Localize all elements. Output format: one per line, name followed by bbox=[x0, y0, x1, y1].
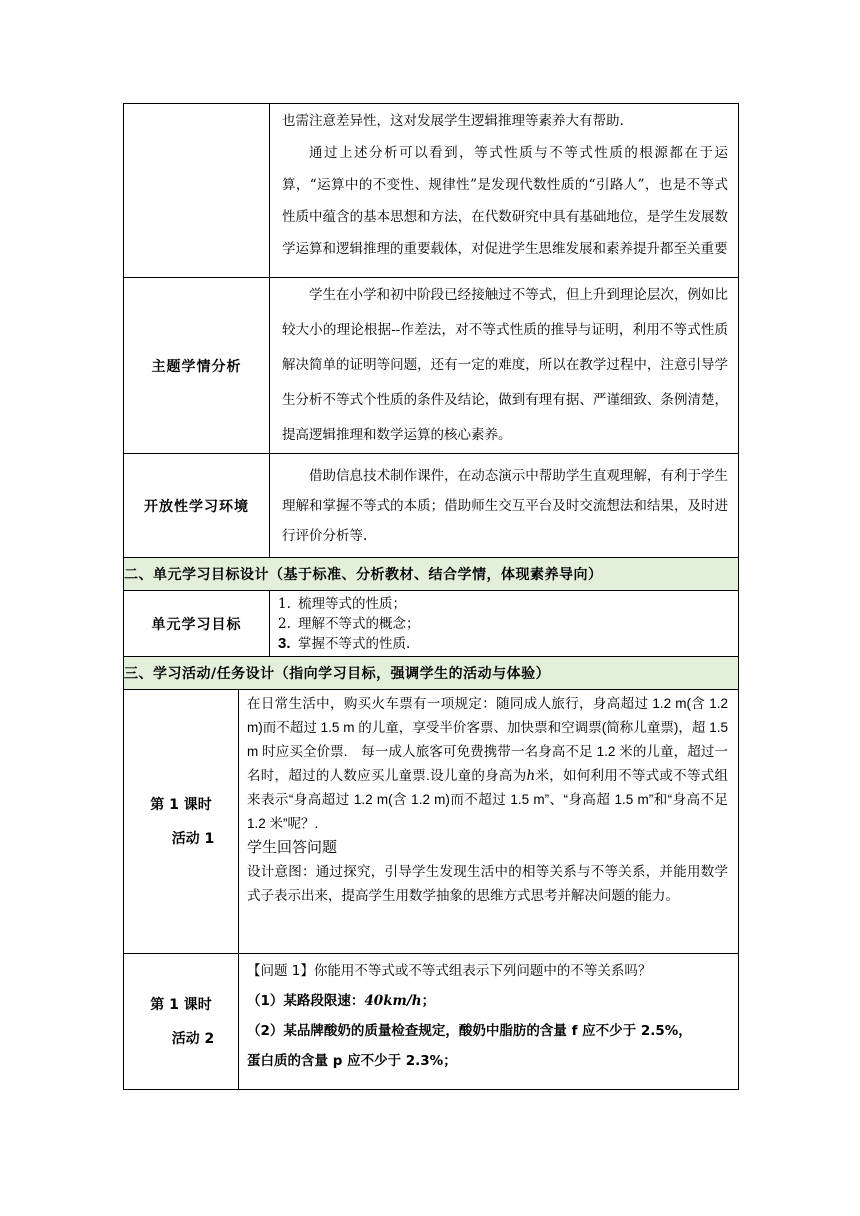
continuation-paragraph: 通过上述分析可以看到，等式性质与不等式性质的根源都在于运算，“运算中的不变性、规律性”是发现代数性质的“引路人”，也是不等式性质中蕴含的基本思想和方法，在代数研究中具有基础地位，是学生发展数学运算和逻辑推理的重要载体，对促进学生思维发展和素养提升都至关重要 bbox=[282, 145, 728, 257]
activity1-variable: h bbox=[526, 768, 536, 784]
activity2-item-1-math: 40km/h bbox=[364, 993, 422, 1009]
activity2-item-2-line-2: 蛋白质的含量 p 应不少于 2.3%； bbox=[247, 1053, 457, 1069]
activity1-design-intent: 设计意图：通过探究，引导学生发现生活中的相等关系与不等关系，并能用数学式子表示出来，提高学生用数学抽象的思维方式思考并解决问题的能力。 bbox=[247, 864, 728, 903]
section2-row bbox=[124, 558, 739, 591]
goal-number: 3. bbox=[278, 634, 291, 652]
goal-number: 2. bbox=[278, 615, 291, 632]
goal-number: 1. bbox=[278, 595, 291, 612]
activity2-item-1-end: ； bbox=[421, 993, 436, 1009]
goal-text: 理解不等式的概念； bbox=[298, 615, 420, 632]
unit-goals-row bbox=[124, 591, 739, 657]
activity2-row bbox=[124, 954, 739, 1090]
activity1-content-cell bbox=[239, 690, 739, 954]
environment-label: 开放性学习环境 bbox=[124, 454, 270, 558]
activity2-lesson: 第 1 课时 bbox=[150, 996, 212, 1013]
goal-text: 掌握不等式的性质. bbox=[298, 635, 411, 652]
goal-item bbox=[278, 634, 728, 654]
continuation-row bbox=[124, 104, 739, 278]
continuation-line-1: 也需注意差异性，这对发展学生逻辑推理等素养大有帮助. bbox=[282, 113, 624, 129]
activity2-content-cell bbox=[239, 954, 739, 1090]
activity1-problem-start: 在日常生活中，购买火车票有一项规定：随同成人旅行，身高超过 1.2 m(含 1.2 m)而不超过 1.5 m 的儿童，享受半价客票、加快票和空调票(简称儿童票)，超 1.5 m 时应买全价票. 每一成人旅客可免费携带一名身高不足 1.2 米的儿童，超过一名时，超过的人数应买儿童票.设儿童的身高为 bbox=[247, 696, 728, 783]
empty-label-cell bbox=[124, 104, 270, 278]
activity2-label-cell bbox=[124, 954, 239, 1090]
learner-analysis-text: 学生在小学和初中阶段已经接触过不等式，但上升到理论层次，例如比较大小的理论根据--作差法，对不等式性质的推导与证明，利用不等式性质解决简单的证明等问题，还有一定的难度，所以在教学过程中，注意引导学生分析不等式个性质的条件及结论，做到有理有据、严谨细致、条例清楚，提高逻辑推理和数学运算的核心素养。 bbox=[282, 287, 728, 443]
unit-goals-list bbox=[270, 593, 738, 655]
continuation-cell bbox=[270, 104, 739, 278]
goal-item bbox=[278, 594, 728, 614]
learner-analysis-cell bbox=[270, 278, 739, 454]
goal-item bbox=[278, 614, 728, 634]
learner-analysis-label: 主题学情分析 bbox=[124, 278, 270, 454]
unit-goals-cell bbox=[270, 591, 739, 657]
activity2-question: 【问题 1】你能用不等式或不等式组表示下列问题中的不等关系吗？ bbox=[247, 963, 652, 979]
activity1-problem-end: 米，如何利用不等式或不等式组来表示“身高超过 1.2 m(含 1.2 m)而不超过 1.5 m”、“身高超 1.5 m”和“身高不足 1.2 米”呢？. bbox=[247, 768, 728, 831]
learner-analysis-row bbox=[124, 278, 739, 454]
activity2-item-2-line-1: （2）某品牌酸奶的质量检查规定，酸奶中脂肪的含量 f 应不少于 2.5%， bbox=[247, 1023, 692, 1039]
section2-title: 二、单元学习目标设计（基于标准、分析教材、结合学情，体现素养导向） bbox=[124, 558, 739, 591]
section3-title: 三、学习活动/任务设计（指向学习目标，强调学生的活动与体验） bbox=[124, 657, 739, 690]
activity1-problem bbox=[247, 692, 728, 836]
environment-row bbox=[124, 454, 739, 558]
environment-text: 借助信息技术制作课件，在动态演示中帮助学生直观理解，有利于学生理解和掌握不等式的本质；借助师生交互平台及时交流想法和结果，及时进行评价分析等. bbox=[282, 467, 728, 544]
activity2-item-1 bbox=[247, 986, 728, 1016]
section3-row bbox=[124, 657, 739, 690]
activity1-name: 活动 1 bbox=[171, 830, 215, 847]
activity1-lesson: 第 1 课时 bbox=[150, 796, 212, 813]
unit-goals-label: 单元学习目标 bbox=[124, 591, 270, 657]
activity2-item-1-text: （1）某路段限速： bbox=[247, 993, 365, 1009]
activity2-name: 活动 2 bbox=[171, 1030, 215, 1047]
lesson-plan-table bbox=[123, 103, 739, 1090]
activity1-student-answer: 学生回答问题 bbox=[247, 839, 338, 856]
environment-cell bbox=[270, 454, 739, 558]
activity1-row bbox=[124, 690, 739, 954]
activity1-label-cell bbox=[124, 690, 239, 954]
goal-text: 梳理等式的性质； bbox=[298, 595, 406, 612]
